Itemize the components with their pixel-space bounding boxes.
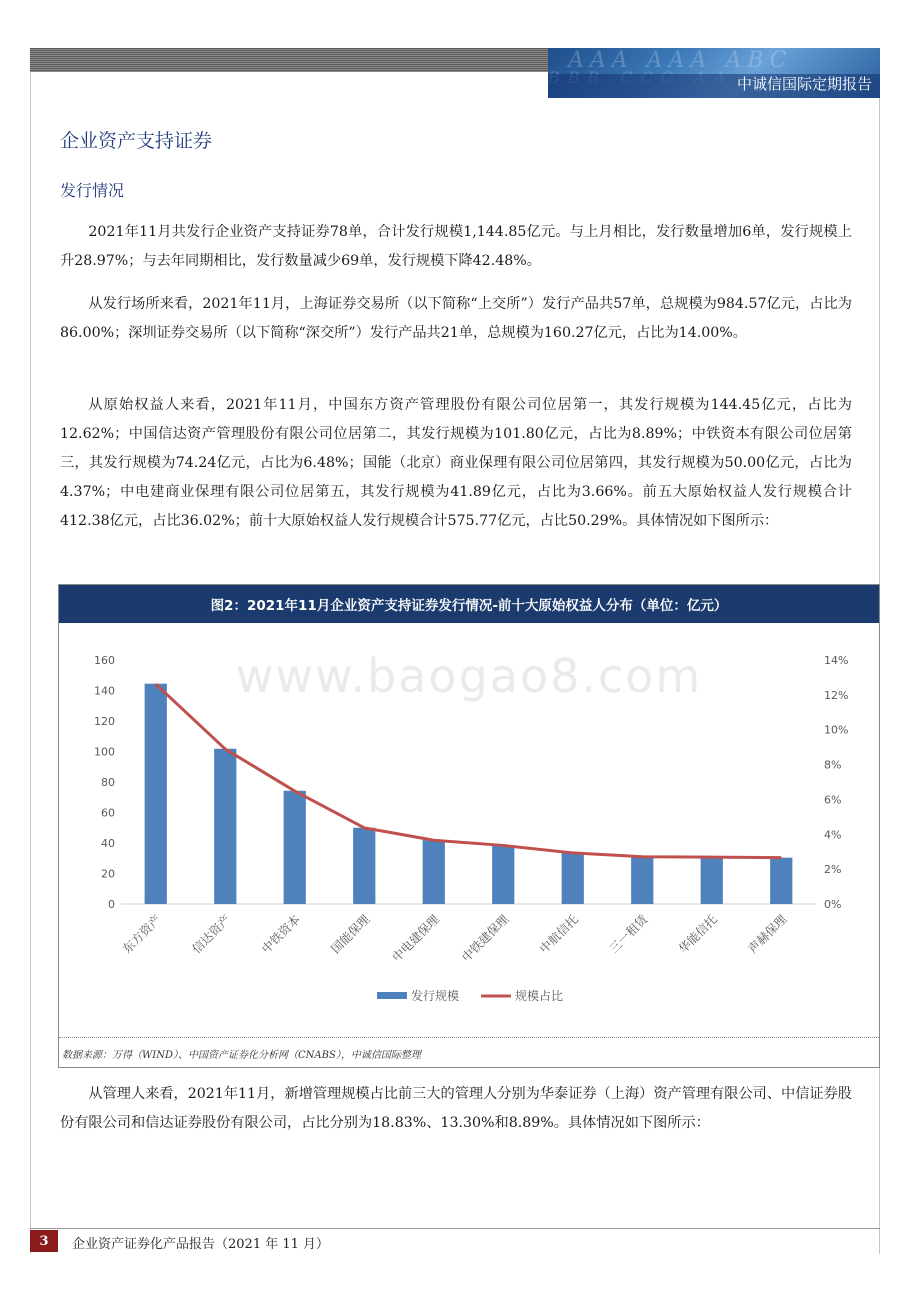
share-point-6 xyxy=(503,845,504,846)
chart-figure xyxy=(58,584,880,1068)
share-point-8 xyxy=(642,856,643,857)
bar-4 xyxy=(353,828,375,904)
share-point-9 xyxy=(711,857,712,858)
subsection-title: 发行情况 xyxy=(60,181,125,200)
chart-canvas xyxy=(59,623,879,1037)
legend-bar-label: 发行规模 xyxy=(411,989,460,1003)
bar-1 xyxy=(145,684,167,904)
share-line xyxy=(156,684,782,858)
x-category-label: 东方资产 xyxy=(120,912,164,957)
share-point-5 xyxy=(433,840,434,841)
y-left-tick-label: 0 xyxy=(108,898,115,911)
x-category-label: 国能保理 xyxy=(328,912,373,957)
y-left-tick-label: 20 xyxy=(101,867,115,881)
chart-source: 数据来源：万得（WIND）、中国资产证券化分析网（CNABS），中诚信国际整理 xyxy=(59,1037,879,1068)
x-category-label: 中铁建保理 xyxy=(459,912,512,965)
bar-3 xyxy=(284,791,306,904)
y-left-tick-label: 120 xyxy=(94,715,115,728)
share-point-10 xyxy=(781,857,782,858)
x-category-label: 中铁资本 xyxy=(259,912,303,957)
legend-bar-swatch xyxy=(377,992,407,999)
x-category-label: 信达资产 xyxy=(189,912,234,957)
header-stripe-bar xyxy=(30,48,548,72)
paragraph-venue: 从发行场所来看，2021年11月，上海证券交易所（以下简称“上交所”）发行产品共57单，总规模为984.57亿元，占比为86.00%；深圳证券交易所（以下简称“深交所”）发行产品共21单，总规模为160.27亿元，占比为14.00%。 xyxy=(60,296,852,341)
y-right-tick-label: 14% xyxy=(824,654,849,667)
bar-7 xyxy=(562,853,584,904)
y-left-tick-label: 100 xyxy=(94,745,115,759)
paragraph-managers: 从管理人来看，2021年11月，新增管理规模占比前三大的管理人分别为华泰证券（上海）资产管理有限公司、中信证券股份有限公司和信达证券股份有限公司，占比分别为18.83%、13.30%和8.89%。具体情况如下图所示： xyxy=(60,1086,852,1131)
legend-line-label: 规模占比 xyxy=(515,989,564,1003)
y-right-tick-label: 6% xyxy=(824,793,842,807)
watermark: www.baogao8.com xyxy=(235,649,703,703)
footer-divider xyxy=(30,1228,880,1229)
x-category-label: 华能信托 xyxy=(676,912,720,957)
report-title: 中诚信国际定期报告 xyxy=(736,75,872,93)
y-left-tick-label: 80 xyxy=(101,776,115,789)
y-left-tick-label: 60 xyxy=(101,806,115,820)
share-point-2 xyxy=(225,749,226,750)
page-number: 3 xyxy=(30,1230,58,1252)
paragraph-originators: 从原始权益人来看，2021年11月，中国东方资产管理股份有限公司位居第一，其发行规模为144.45亿元，占比为12.62%；中国信达资产管理股份有限公司位居第二，其发行规模为101.80亿元，占比为8.89%；中铁资本有限公司位居第三，其发行规模为74.24亿元，占比为6.48%；国能（北京）商业保理有限公司位居第四，其发行规模为50.00亿元，占比为4.37%；中电建商业保理有限公司位居第五，其发行规模为41.89亿元，占比为3.66%。前五大原始权益人发行规模合计412.38亿元，占比36.02%；前十大原始权益人发行规模合计575.77亿元，占比50.29%。具体情况如下图所示： xyxy=(60,397,852,529)
y-left-tick-label: 140 xyxy=(94,684,115,698)
y-right-tick-label: 12% xyxy=(824,688,849,702)
share-point-4 xyxy=(364,827,365,828)
y-right-tick-label: 10% xyxy=(824,723,849,737)
bar-5 xyxy=(423,840,445,904)
share-point-3 xyxy=(294,791,295,792)
share-point-7 xyxy=(572,852,573,853)
x-category-label: 三一租赁 xyxy=(606,912,651,957)
chart-title: 图2：2021年11月企业资产支持证券发行情况-前十大原始权益人分布（单位：亿元） xyxy=(59,585,879,623)
footer-report-name: 企业资产证券化产品报告（2021 年 11 月） xyxy=(72,1237,330,1252)
bar-6 xyxy=(492,845,514,904)
bar-9 xyxy=(701,857,723,904)
y-right-tick-label: 0% xyxy=(824,898,842,911)
banner-decoration: AAA AAA ABC xyxy=(568,48,793,73)
bar-8 xyxy=(631,857,653,904)
share-point-1 xyxy=(155,684,156,685)
header-banner xyxy=(548,48,880,98)
y-right-tick-label: 4% xyxy=(824,828,842,842)
bar-2 xyxy=(214,749,236,904)
bar-10 xyxy=(770,858,792,904)
y-left-tick-label: 40 xyxy=(101,837,115,850)
y-right-tick-label: 8% xyxy=(824,758,842,772)
x-category-label: 中电建保理 xyxy=(389,912,442,965)
y-right-tick-label: 2% xyxy=(824,863,842,877)
paragraph-issuance-summary: 2021年11月共发行企业资产支持证券78单，合计发行规模1,144.85亿元。与上月相比，发行数量增加6单，发行规模上升28.97%；与去年同期相比，发行数量减少69单，发行规模下降42.48%。 xyxy=(60,224,852,269)
y-left-tick-label: 160 xyxy=(94,654,115,667)
x-category-label: 中航信托 xyxy=(537,912,581,957)
section-title: 企业资产支持证券 xyxy=(60,130,213,152)
x-category-label: 声赫保理 xyxy=(745,912,790,957)
